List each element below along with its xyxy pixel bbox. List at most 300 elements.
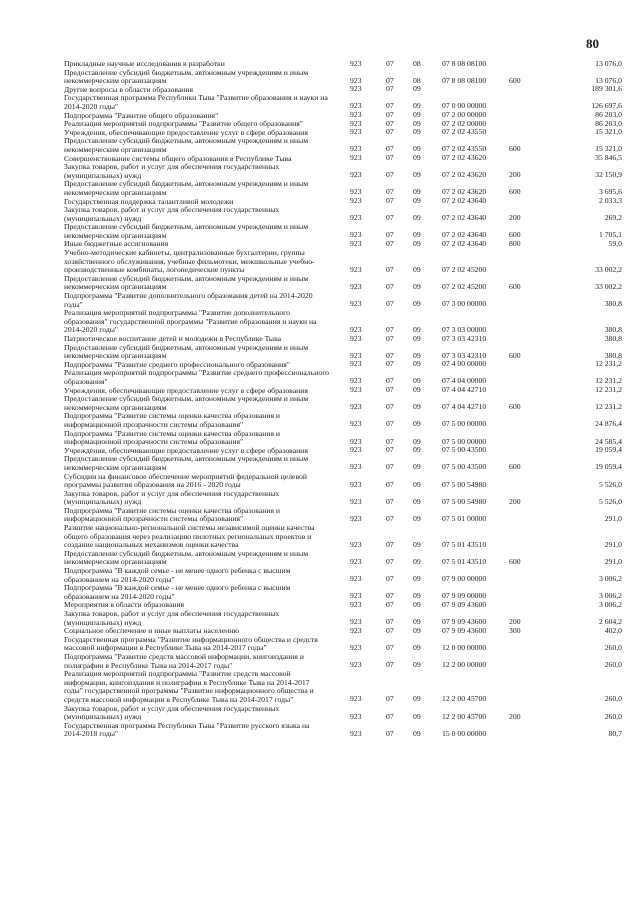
section-code: 07 bbox=[386, 660, 394, 670]
target-article-code: 07 0 00 00000 bbox=[442, 101, 487, 111]
row-name: Предоставление субсидий бюджетным, автономным учреждениям и иным некоммерческим организациям bbox=[64, 179, 309, 197]
amount: 380,8 bbox=[604, 324, 622, 334]
subsection-code: 09 bbox=[413, 230, 421, 240]
target-article-code: 07 2 02 45200 bbox=[442, 264, 487, 274]
section-code: 07 bbox=[386, 445, 394, 455]
ministry-code: 923 bbox=[350, 170, 362, 180]
target-article-code: 07 2 02 43640 bbox=[442, 196, 487, 205]
ministry-code: 923 bbox=[350, 238, 362, 248]
expense-type-code: 600 bbox=[509, 556, 521, 566]
amount: 12 231,2 bbox=[595, 402, 622, 412]
section-code: 07 bbox=[386, 462, 394, 472]
expense-type-code: 600 bbox=[509, 75, 521, 85]
amount: 80,7 bbox=[608, 728, 622, 738]
target-article-code: 07 2 02 43620 bbox=[442, 187, 487, 197]
row-name: Подпрограмма "Развитие системы оценки качества образования и информационной прозрачности системы образования" bbox=[64, 428, 281, 447]
section-code: 07 bbox=[386, 402, 394, 412]
ministry-code: 923 bbox=[350, 419, 362, 429]
ministry-code: 923 bbox=[350, 599, 362, 609]
target-article-code: 07 2 02 43550 bbox=[442, 144, 487, 154]
expense-type-code: 300 bbox=[509, 625, 521, 635]
table-row bbox=[64, 490, 624, 507]
target-article-code: 07 3 03 42310 bbox=[442, 333, 487, 343]
target-article-code: 07 5 00 00000 bbox=[442, 436, 487, 446]
subsection-code: 08 bbox=[413, 58, 421, 68]
section-code: 07 bbox=[386, 127, 394, 137]
ministry-code: 923 bbox=[350, 299, 362, 309]
subsection-code: 09 bbox=[413, 402, 421, 412]
ministry-code: 923 bbox=[350, 402, 362, 412]
target-article-code: 07 9 09 43600 bbox=[442, 617, 487, 627]
row-name: Развитие национально-региональной системы независимой оценки качества общего образования через реализацию пилотных региональных проектов и создание национальных механизмов оценки качества bbox=[64, 523, 315, 550]
row-name: Государственная программа "Развитие информационного общества и средств массовой информации в Республике Тыва на 2014-2017 годы" bbox=[64, 634, 318, 653]
target-article-code: 07 2 02 45200 bbox=[442, 281, 487, 291]
subsection-code: 09 bbox=[413, 617, 421, 627]
row-name: Предоставление субсидий бюджетным, автономным учреждениям и иным некоммерческим организациям bbox=[64, 136, 309, 154]
amount: 19 059,4 bbox=[595, 445, 622, 455]
row-name: Патриотическое воспитание детей и молодежи в Республике Тыва bbox=[64, 334, 282, 343]
subsection-code: 09 bbox=[413, 264, 421, 274]
target-article-code: 07 3 03 42310 bbox=[442, 350, 487, 360]
table-row bbox=[64, 223, 624, 240]
section-code: 07 bbox=[386, 728, 394, 738]
table-row bbox=[64, 292, 624, 309]
table-row bbox=[64, 705, 624, 722]
subsection-code: 09 bbox=[413, 153, 421, 163]
subsection-code: 08 bbox=[413, 75, 421, 85]
target-article-code: 07 2 02 43620 bbox=[442, 170, 487, 180]
amount: 5 526,0 bbox=[598, 479, 622, 489]
table-row bbox=[64, 94, 624, 111]
ministry-code: 923 bbox=[350, 617, 362, 627]
amount: 35 846,5 bbox=[595, 153, 622, 163]
row-name: Другие вопросы в области образования bbox=[64, 84, 194, 94]
amount: 15 321,0 bbox=[595, 144, 622, 154]
target-article-code: 07 2 02 43550 bbox=[442, 127, 487, 137]
subsection-code: 09 bbox=[413, 436, 421, 446]
target-article-code: 07 2 00 00000 bbox=[442, 110, 487, 120]
ministry-code: 923 bbox=[350, 359, 362, 369]
section-code: 07 bbox=[386, 333, 394, 343]
section-code: 07 bbox=[386, 144, 394, 154]
amount: 2 033,3 bbox=[598, 196, 622, 205]
amount: 260,0 bbox=[604, 642, 622, 652]
section-code: 07 bbox=[386, 513, 394, 523]
subsection-code: 09 bbox=[413, 728, 421, 738]
amount: 3 006,2 bbox=[598, 574, 622, 584]
subsection-code: 09 bbox=[413, 660, 421, 670]
row-name: Предоставление субсидий бюджетным, автономным учреждениям и иным некоммерческим организациям bbox=[64, 394, 309, 412]
ministry-code: 923 bbox=[350, 58, 362, 68]
target-article-code: 15 0 00 00000 bbox=[442, 728, 487, 738]
amount: 59,0 bbox=[608, 238, 622, 248]
target-article-code: 07 5 00 00000 bbox=[442, 419, 487, 429]
section-code: 07 bbox=[386, 58, 394, 68]
target-article-code: 07 9 09 43600 bbox=[442, 625, 487, 635]
ministry-code: 923 bbox=[350, 127, 362, 137]
ministry-code: 923 bbox=[350, 513, 362, 523]
row-name: Учреждения, обеспечивающие предоставление услуг в сфере образования bbox=[64, 385, 308, 395]
row-name: Государственная поддержка талантливой молодежи bbox=[64, 196, 234, 206]
section-code: 07 bbox=[386, 101, 394, 111]
row-name: Учебно-методические кабинеты, централизованные бухгалтерии, группы хозяйственного обслуживания, учебные фильмотеки, межшкольные учебно-производственные комбинаты, логопедические пункты bbox=[64, 248, 315, 275]
subsection-code: 09 bbox=[413, 196, 421, 205]
target-article-code: 12 2 00 00000 bbox=[442, 660, 487, 670]
expense-type-code: 200 bbox=[509, 711, 521, 721]
subsection-code: 09 bbox=[413, 385, 421, 395]
amount: 3 006,2 bbox=[598, 599, 622, 609]
row-name: Подпрограмма "Развитие средств массовой информации, книгоиздания и полиграфии в Республике Тыва на 2014-2017 годы" bbox=[64, 651, 304, 670]
subsection-code: 09 bbox=[413, 625, 421, 635]
section-code: 07 bbox=[386, 539, 394, 549]
section-code: 07 bbox=[386, 264, 394, 274]
amount: 1 705,1 bbox=[598, 230, 622, 240]
amount: 24 585,4 bbox=[595, 436, 622, 446]
table-row bbox=[64, 430, 624, 447]
ministry-code: 923 bbox=[350, 445, 362, 455]
subsection-code: 09 bbox=[413, 170, 421, 180]
row-name: Субсидии на финансовое обеспечение мероприятий федеральной целевой программы развития образования на 2016 - 2020 годы bbox=[64, 471, 307, 490]
amount: 13 076,0 bbox=[595, 58, 622, 68]
row-name: Закупка товаров, работ и услуг для обеспечения государственных (муниципальных) нужд bbox=[64, 703, 280, 722]
ministry-code: 923 bbox=[350, 376, 362, 386]
table-row bbox=[64, 69, 624, 86]
ministry-code: 923 bbox=[350, 728, 362, 738]
section-code: 07 bbox=[386, 299, 394, 309]
subsection-code: 09 bbox=[413, 333, 421, 343]
amount: 13 076,0 bbox=[595, 75, 622, 85]
section-code: 07 bbox=[386, 436, 394, 446]
table-row bbox=[64, 344, 624, 361]
section-code: 07 bbox=[386, 170, 394, 180]
ministry-code: 923 bbox=[350, 539, 362, 549]
ministry-code: 923 bbox=[350, 281, 362, 291]
expense-type-code: 600 bbox=[509, 350, 521, 360]
target-article-code: 07 5 00 43500 bbox=[442, 462, 487, 472]
ministry-code: 923 bbox=[350, 333, 362, 343]
section-code: 07 bbox=[386, 213, 394, 223]
table-row bbox=[64, 309, 624, 335]
table-row bbox=[64, 550, 624, 567]
table-row bbox=[64, 636, 624, 653]
section-code: 07 bbox=[386, 230, 394, 240]
row-name: Закупка товаров, работ и услуг для обеспечения государственных (муниципальных) нужд bbox=[64, 488, 280, 507]
table-row bbox=[64, 163, 624, 180]
table-row bbox=[64, 670, 624, 704]
row-name: Подпрограмма "Развитие среднего профессионального образования" bbox=[64, 359, 290, 369]
target-article-code: 07 2 02 43640 bbox=[442, 230, 487, 240]
ministry-code: 923 bbox=[350, 75, 362, 85]
subsection-code: 09 bbox=[413, 110, 421, 120]
ministry-code: 923 bbox=[350, 110, 362, 120]
amount: 260,0 bbox=[604, 711, 622, 721]
subsection-code: 09 bbox=[413, 238, 421, 248]
subsection-code: 09 bbox=[413, 299, 421, 309]
subsection-code: 09 bbox=[413, 642, 421, 652]
subsection-code: 09 bbox=[413, 574, 421, 584]
amount: 86 203,0 bbox=[595, 118, 622, 128]
section-code: 07 bbox=[386, 642, 394, 652]
subsection-code: 09 bbox=[413, 496, 421, 506]
ministry-code: 923 bbox=[350, 479, 362, 489]
ministry-code: 923 bbox=[350, 660, 362, 670]
expense-type-code: 600 bbox=[509, 402, 521, 412]
subsection-code: 09 bbox=[413, 187, 421, 197]
row-name: Подпрограмма "Развитие общего образования" bbox=[64, 110, 219, 120]
expense-type-code: 600 bbox=[509, 187, 521, 197]
target-article-code: 07 2 02 43640 bbox=[442, 213, 487, 223]
target-article-code: 07 4 04 00000 bbox=[442, 376, 487, 386]
target-article-code: 07 2 02 43620 bbox=[442, 153, 487, 163]
target-article-code: 07 8 08 08100 bbox=[442, 75, 487, 85]
subsection-code: 09 bbox=[413, 539, 421, 549]
ministry-code: 923 bbox=[350, 153, 362, 163]
amount: 32 150,9 bbox=[595, 170, 622, 180]
ministry-code: 923 bbox=[350, 496, 362, 506]
ministry-code: 923 bbox=[350, 118, 362, 128]
target-article-code: 07 4 04 42710 bbox=[442, 402, 487, 412]
section-code: 07 bbox=[386, 419, 394, 429]
ministry-code: 923 bbox=[350, 694, 362, 704]
section-code: 07 bbox=[386, 110, 394, 120]
section-code: 07 bbox=[386, 153, 394, 163]
ministry-code: 923 bbox=[350, 350, 362, 360]
ministry-code: 923 bbox=[350, 625, 362, 635]
ministry-code: 923 bbox=[350, 213, 362, 223]
ministry-code: 923 bbox=[350, 196, 362, 205]
target-article-code: 07 5 00 54980 bbox=[442, 479, 487, 489]
subsection-code: 09 bbox=[413, 281, 421, 291]
ministry-code: 923 bbox=[350, 591, 362, 601]
amount: 291,0 bbox=[604, 556, 622, 566]
row-name: Подпрограмма "В каждой семье - не менее одного ребенка с высшим образованием на 2014-2020 годы" bbox=[64, 583, 291, 601]
subsection-code: 09 bbox=[413, 711, 421, 721]
row-name: Государственная программа Республики Тыва "Развитие образования и науки на 2014-2020 годы" bbox=[64, 93, 328, 111]
section-code: 07 bbox=[386, 496, 394, 506]
section-code: 07 bbox=[386, 711, 394, 721]
expense-type-code: 600 bbox=[509, 281, 521, 291]
subsection-code: 09 bbox=[413, 84, 421, 94]
target-article-code: 07 9 09 43600 bbox=[442, 599, 487, 609]
table-row bbox=[64, 524, 624, 550]
amount: 189 301,6 bbox=[591, 84, 622, 94]
expense-type-code: 800 bbox=[509, 238, 521, 248]
row-name: Подпрограмма "Развитие дополнительного образования детей на 2014-2020 годы" bbox=[64, 291, 313, 309]
amount: 380,8 bbox=[604, 333, 622, 343]
subsection-code: 09 bbox=[413, 599, 421, 609]
subsection-code: 09 bbox=[413, 101, 421, 111]
table-row bbox=[64, 473, 624, 490]
ministry-code: 923 bbox=[350, 436, 362, 446]
row-name: Социальное обеспечение и иные выплаты населению bbox=[64, 626, 240, 636]
amount: 269,2 bbox=[604, 213, 622, 223]
row-name: Мероприятия в области образования bbox=[64, 600, 185, 610]
ministry-code: 923 bbox=[350, 556, 362, 566]
amount: 12 231,2 bbox=[595, 359, 622, 369]
ministry-code: 923 bbox=[350, 187, 362, 197]
table-row bbox=[64, 249, 624, 275]
subsection-code: 09 bbox=[413, 591, 421, 601]
row-name: Предоставление субсидий бюджетным, автономным учреждениям и иным некоммерческим организациям bbox=[64, 342, 309, 361]
table-row bbox=[64, 584, 624, 601]
section-code: 07 bbox=[386, 359, 394, 369]
target-article-code: 07 4 00 00000 bbox=[442, 359, 487, 369]
row-name: Предоставление субсидий бюджетным, автономным учреждениям и иным некоммерческим организациям bbox=[64, 67, 309, 86]
section-code: 07 bbox=[386, 625, 394, 635]
amount: 260,0 bbox=[604, 694, 622, 704]
amount: 24 876,4 bbox=[595, 419, 622, 429]
ministry-code: 923 bbox=[350, 324, 362, 334]
row-name: Учреждения, обеспечивающие предоставление услуг в сфере образования bbox=[64, 127, 308, 137]
expense-type-code: 200 bbox=[509, 617, 521, 627]
subsection-code: 09 bbox=[413, 376, 421, 386]
ministry-code: 923 bbox=[350, 230, 362, 240]
amount: 86 203,0 bbox=[595, 110, 622, 120]
target-article-code: 12 2 00 45700 bbox=[442, 711, 487, 721]
table-row bbox=[64, 455, 624, 472]
target-article-code: 07 5 00 43500 bbox=[442, 445, 487, 455]
amount: 380,8 bbox=[604, 299, 622, 309]
table-row bbox=[64, 137, 624, 154]
target-article-code: 07 3 00 00000 bbox=[442, 299, 487, 309]
row-name: Реализация мероприятий подпрограммы "Развитие средств массовой информации, книгоиздания и полиграфии в Республике Тыва на 2014-2017 годы" государственной программы "Развитие информационного общества и средств массовой информации в Республике Тыва на 2014-2017 годы" bbox=[64, 669, 314, 704]
target-article-code: 07 9 00 00000 bbox=[442, 574, 487, 584]
ministry-code: 923 bbox=[350, 144, 362, 154]
subsection-code: 09 bbox=[413, 479, 421, 489]
amount: 19 059,4 bbox=[595, 462, 622, 472]
row-name: Закупка товаров, работ и услуг для обеспечения государственных (муниципальных) нужд bbox=[64, 162, 280, 180]
section-code: 07 bbox=[386, 591, 394, 601]
subsection-code: 09 bbox=[413, 556, 421, 566]
row-name: Предоставление субсидий бюджетным, автономным учреждениям и иным некоммерческим организациям bbox=[64, 454, 309, 472]
row-name: Предоставление субсидий бюджетным, автономным учреждениям и иным некоммерческим организациям bbox=[64, 273, 309, 292]
budget-table bbox=[64, 60, 624, 739]
table-row bbox=[64, 275, 624, 292]
amount: 33 002,2 bbox=[595, 281, 622, 291]
row-name: Реализация мероприятий подпрограммы "Развитие дополнительного образования" государственной программы "Развитие образования и науки на 2014-2020 годы" bbox=[64, 308, 317, 335]
amount: 260,0 bbox=[604, 660, 622, 670]
amount: 3 695,6 bbox=[598, 187, 622, 197]
row-name: Предоставление субсидий бюджетным, автономным учреждениям и иным некоммерческим организациям bbox=[64, 548, 309, 567]
table-row bbox=[64, 722, 624, 739]
subsection-code: 09 bbox=[413, 359, 421, 369]
section-code: 07 bbox=[386, 75, 394, 85]
table-row bbox=[64, 180, 624, 197]
subsection-code: 09 bbox=[413, 213, 421, 223]
target-article-code: 12 0 00 00000 bbox=[442, 642, 487, 652]
expense-type-code: 200 bbox=[509, 170, 521, 180]
section-code: 07 bbox=[386, 694, 394, 704]
amount: 33 002,2 bbox=[595, 264, 622, 274]
row-name: Подпрограмма "Развитие системы оценки качества образования и информационной прозрачности системы образования" bbox=[64, 411, 281, 429]
row-name: Закупка товаров, работ и услуг для обеспечения государственных (муниципальных) нужд bbox=[64, 609, 280, 627]
section-code: 07 bbox=[386, 574, 394, 584]
row-name: Закупка товаров, работ и услуг для обеспечения государственных (муниципальных) нужд bbox=[64, 205, 280, 223]
subsection-code: 09 bbox=[413, 419, 421, 429]
amount: 380,8 bbox=[604, 350, 622, 360]
ministry-code: 923 bbox=[350, 574, 362, 584]
amount: 15 321,0 bbox=[595, 127, 622, 137]
section-code: 07 bbox=[386, 599, 394, 609]
table-row bbox=[64, 610, 624, 627]
expense-type-code: 200 bbox=[509, 213, 521, 223]
table-row bbox=[64, 395, 624, 412]
row-name: Реализация мероприятий подпрограммы "Развитие среднего профессионального образования" bbox=[64, 368, 330, 386]
target-article-code: 12 2 00 45700 bbox=[442, 694, 487, 704]
row-name: Прикладные научные исследования в разработки bbox=[64, 59, 225, 68]
row-name: Совершенствование системы общего образования в Республике Тыва bbox=[64, 153, 292, 163]
amount: 402,0 bbox=[604, 625, 622, 635]
row-name: Реализация мероприятий подпрограммы "Развитие общего образования" bbox=[64, 119, 303, 129]
page-number: 80 bbox=[586, 36, 599, 51]
target-article-code: 07 5 00 54980 bbox=[442, 496, 487, 506]
table-row bbox=[64, 653, 624, 670]
section-code: 07 bbox=[386, 350, 394, 360]
section-code: 07 bbox=[386, 187, 394, 197]
target-article-code: 07 2 02 43640 bbox=[442, 238, 487, 248]
section-code: 07 bbox=[386, 84, 394, 94]
amount: 2 604,2 bbox=[598, 617, 622, 627]
table-row bbox=[64, 507, 624, 524]
row-name: Государственная программа Республики Тыва "Развитие русского языка на 2014-2018 годы" bbox=[64, 720, 310, 739]
section-code: 07 bbox=[386, 376, 394, 386]
target-article-code: 07 9 09 00000 bbox=[442, 591, 487, 601]
ministry-code: 923 bbox=[350, 385, 362, 395]
section-code: 07 bbox=[386, 196, 394, 205]
row-name: Предоставление субсидий бюджетным, автономным учреждениям и иным некоммерческим организациям bbox=[64, 222, 309, 240]
amount: 5 526,0 bbox=[598, 496, 622, 506]
subsection-code: 09 bbox=[413, 694, 421, 704]
section-code: 07 bbox=[386, 617, 394, 627]
ministry-code: 923 bbox=[350, 101, 362, 111]
section-code: 07 bbox=[386, 238, 394, 248]
expense-type-code: 600 bbox=[509, 462, 521, 472]
section-code: 07 bbox=[386, 479, 394, 489]
target-article-code: 07 2 02 00000 bbox=[442, 118, 487, 128]
subsection-code: 09 bbox=[413, 513, 421, 523]
section-code: 07 bbox=[386, 281, 394, 291]
row-name: Учреждения, обеспечивающие предоставление услуг в сфере образования bbox=[64, 445, 308, 455]
row-name: Иные бюджетные ассигнования bbox=[64, 239, 169, 249]
section-code: 07 bbox=[386, 118, 394, 128]
subsection-code: 09 bbox=[413, 324, 421, 334]
target-article-code: 07 8 08 08100 bbox=[442, 58, 487, 68]
amount: 12 231,2 bbox=[595, 385, 622, 395]
expense-type-code: 600 bbox=[509, 230, 521, 240]
subsection-code: 09 bbox=[413, 144, 421, 154]
table-row bbox=[64, 206, 624, 223]
target-article-code: 07 5 01 43510 bbox=[442, 539, 487, 549]
expense-type-code: 600 bbox=[509, 144, 521, 154]
section-code: 07 bbox=[386, 385, 394, 395]
table-row bbox=[64, 567, 624, 584]
target-article-code: 07 4 04 42710 bbox=[442, 385, 487, 395]
ministry-code: 923 bbox=[350, 84, 362, 94]
subsection-code: 09 bbox=[413, 462, 421, 472]
row-name: Подпрограмма "В каждой семье - не менее одного ребенка с высшим образованием на 2014-2020 годы" bbox=[64, 566, 291, 584]
ministry-code: 923 bbox=[350, 642, 362, 652]
subsection-code: 09 bbox=[413, 350, 421, 360]
ministry-code: 923 bbox=[350, 711, 362, 721]
section-code: 07 bbox=[386, 556, 394, 566]
amount: 12 231,2 bbox=[595, 376, 622, 386]
ministry-code: 923 bbox=[350, 462, 362, 472]
target-article-code: 07 5 01 43510 bbox=[442, 556, 487, 566]
amount: 291,0 bbox=[604, 539, 622, 549]
target-article-code: 07 5 01 00000 bbox=[442, 513, 487, 523]
table-row bbox=[64, 412, 624, 429]
section-code: 07 bbox=[386, 324, 394, 334]
